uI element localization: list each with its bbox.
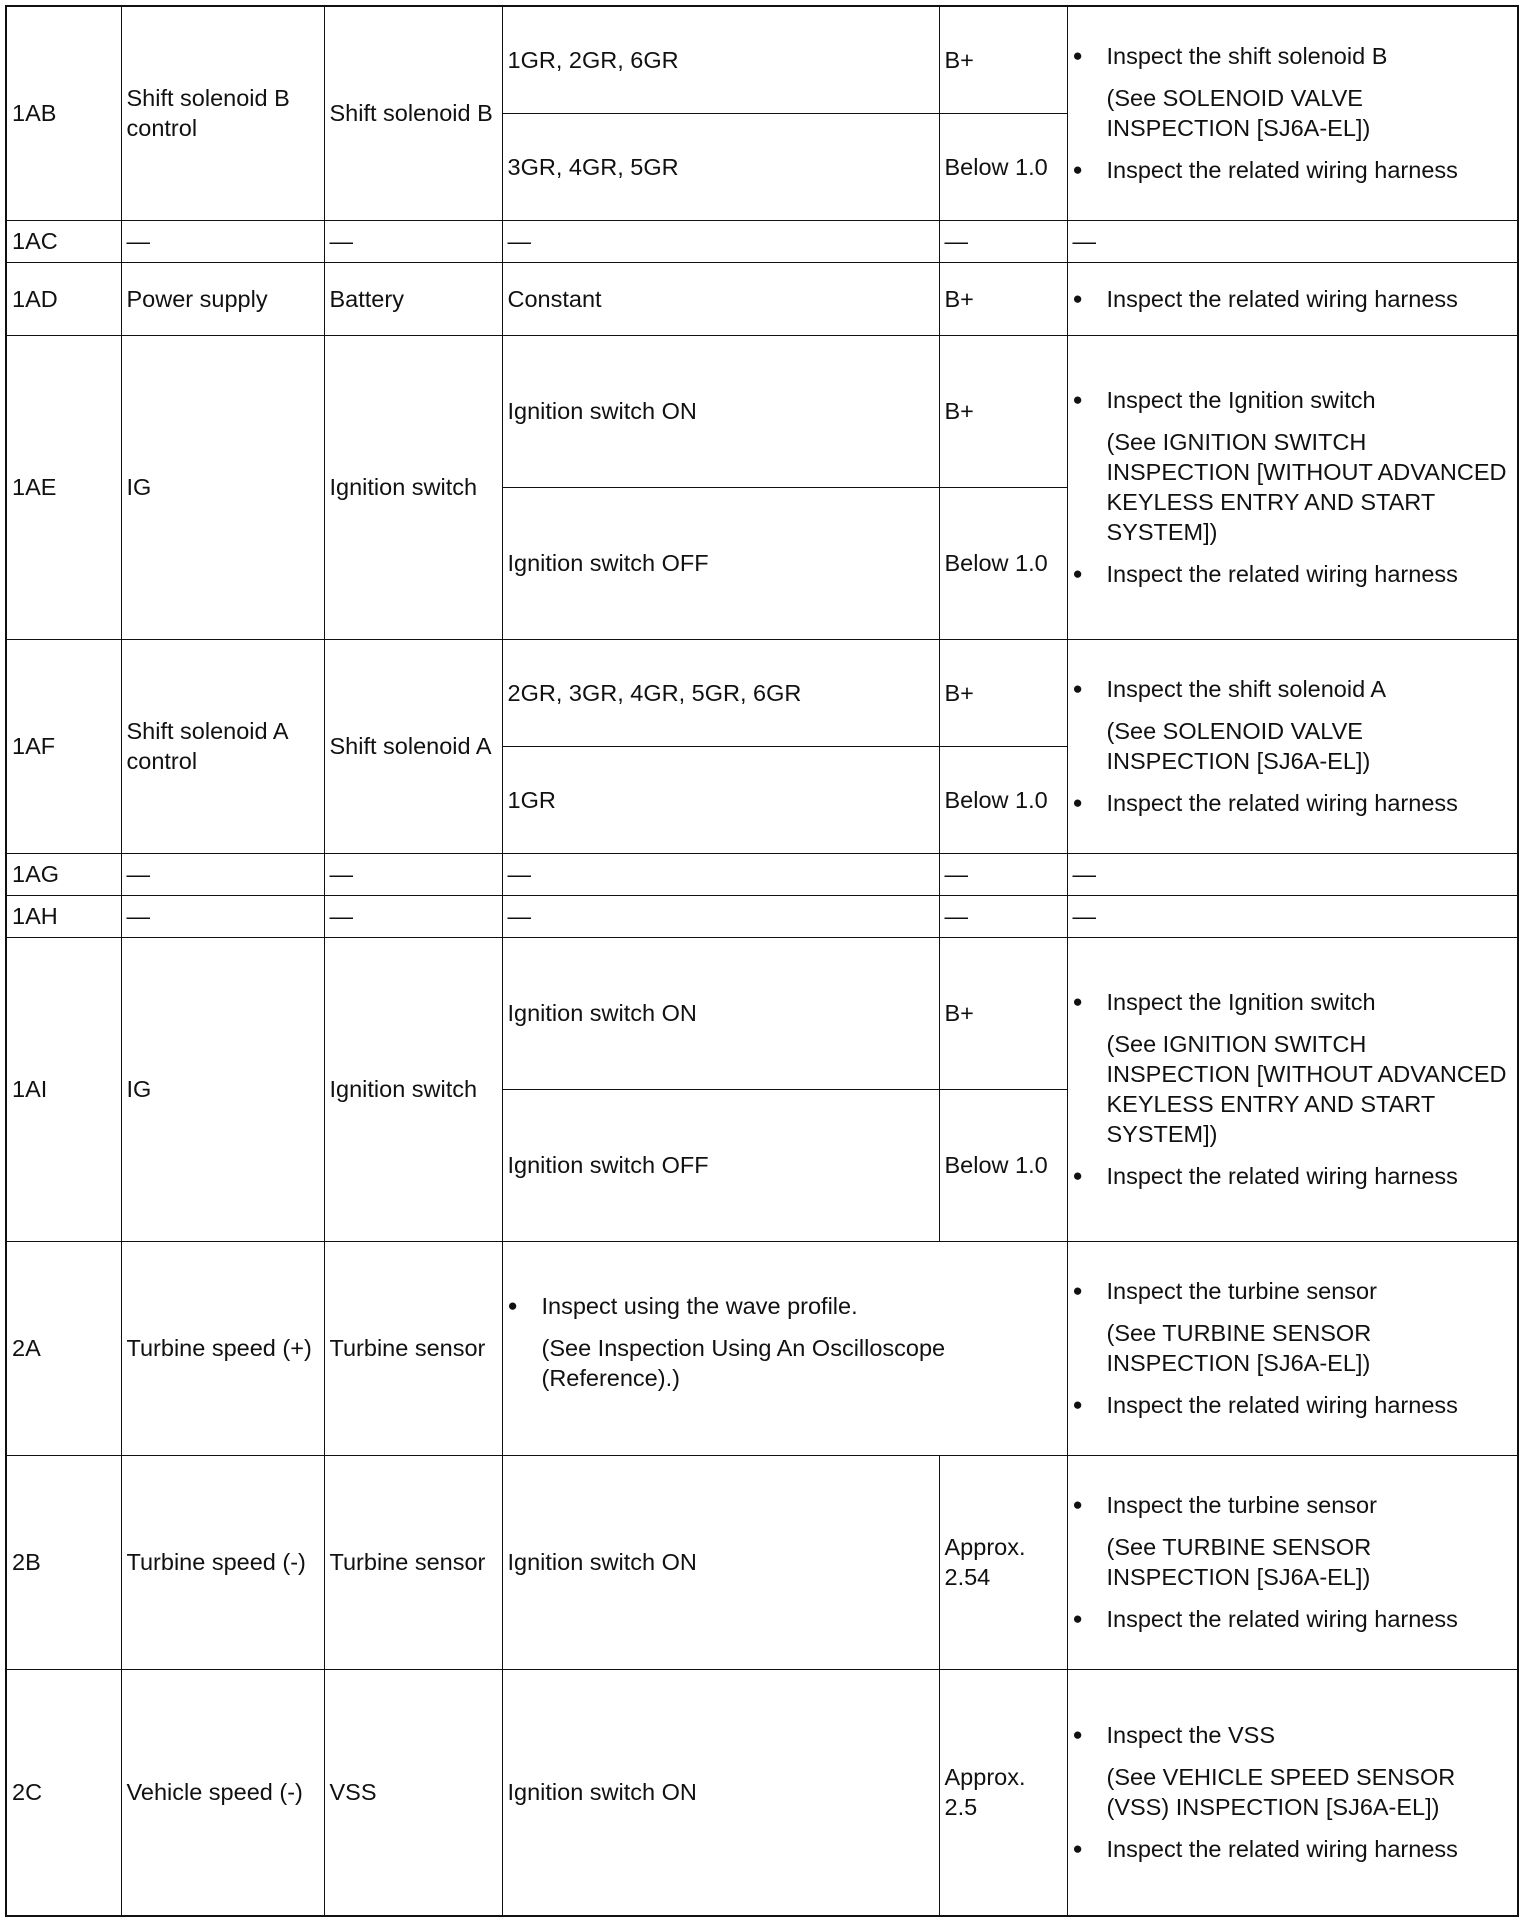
table-row <box>6 1241 1518 1455</box>
signal-cell: Vehicle speed (-) <box>121 1669 324 1916</box>
terminal-cell: 1AC <box>6 220 121 262</box>
signal-cell: — <box>121 220 324 262</box>
wave-reference: (See Inspection Using An Oscilloscope (Reference).) <box>541 1335 946 1391</box>
voltage-cell: Approx. 2.5 <box>939 1669 1067 1916</box>
voltage-cell: B+ <box>939 639 1067 746</box>
action-text: Inspect the VSS <box>1106 1722 1276 1749</box>
action-text: Inspect the related wiring harness <box>1106 561 1458 587</box>
bullet-icon: ● <box>1072 1281 1083 1300</box>
action-text: Inspect the turbine sensor <box>1106 1278 1377 1304</box>
connected-to-cell: Turbine sensor <box>324 1455 502 1669</box>
table-row <box>6 895 1518 937</box>
bullet-icon: ● <box>1072 390 1083 409</box>
action-reference: (See IGNITION SWITCH INSPECTION [WITHOUT ADVANCED KEYLESS ENTRY AND START SYSTEM]) <box>1106 1031 1507 1147</box>
signal-cell: — <box>121 895 324 937</box>
connected-to-cell: Shift solenoid B <box>324 6 502 220</box>
action-text: Inspect the related wiring harness <box>1106 1163 1458 1189</box>
action-cell <box>1067 1241 1518 1455</box>
connected-to-cell: — <box>324 895 502 937</box>
test-condition-cell: — <box>502 220 939 262</box>
wave-profile-cell <box>502 1241 1067 1455</box>
test-condition-cell: — <box>502 853 939 895</box>
test-condition-cell: 1GR, 2GR, 6GR <box>502 6 939 113</box>
signal-cell: Turbine speed (-) <box>121 1455 324 1669</box>
table-row <box>6 853 1518 895</box>
voltage-cell: Below 1.0 <box>939 113 1067 220</box>
connected-to-cell: Battery <box>324 262 502 335</box>
connected-to-cell: — <box>324 220 502 262</box>
action-text: Inspect the related wiring harness <box>1106 790 1458 816</box>
voltage-cell: — <box>939 895 1067 937</box>
signal-cell: Turbine speed (+) <box>121 1241 324 1455</box>
bullet-icon: ● <box>1072 46 1083 66</box>
voltage-cell: Below 1.0 <box>939 746 1067 853</box>
terminal-cell: 2A <box>6 1241 121 1455</box>
test-condition-cell: 2GR, 3GR, 4GR, 5GR, 6GR <box>502 639 939 746</box>
voltage-cell: B+ <box>939 262 1067 335</box>
signal-cell: Shift solenoid B control <box>121 6 324 220</box>
action-cell: — <box>1067 853 1518 895</box>
action-text: Inspect the related wiring harness <box>1106 285 1458 312</box>
signal-cell: IG <box>121 335 324 639</box>
signal-cell: IG <box>121 937 324 1241</box>
bullet-icon: ● <box>1072 992 1083 1011</box>
voltage-cell: — <box>939 220 1067 262</box>
action-cell <box>1067 262 1518 335</box>
action-text: Inspect the Ignition switch <box>1106 989 1376 1015</box>
test-condition-cell: Ignition switch OFF <box>502 487 939 639</box>
action-reference: (See TURBINE SENSOR INSPECTION [SJ6A-EL]) <box>1106 1534 1372 1590</box>
signal-cell: Shift solenoid A control <box>121 639 324 853</box>
bullet-icon: ● <box>1072 160 1083 180</box>
terminal-cell: 1AH <box>6 895 121 937</box>
action-reference: (See VEHICLE SPEED SENSOR (VSS) INSPECTION [SJ6A-EL]) <box>1106 1764 1456 1821</box>
action-reference: (See IGNITION SWITCH INSPECTION [WITHOUT ADVANCED KEYLESS ENTRY AND START SYSTEM]) <box>1106 429 1507 545</box>
action-reference: (See TURBINE SENSOR INSPECTION [SJ6A-EL]) <box>1106 1320 1372 1376</box>
table-row <box>6 937 1518 1089</box>
action-reference: (See SOLENOID VALVE INSPECTION [SJ6A-EL]) <box>1106 85 1371 142</box>
action-cell <box>1067 1455 1518 1669</box>
signal-cell: — <box>121 853 324 895</box>
terminal-cell: 2B <box>6 1455 121 1669</box>
action-cell <box>1067 937 1518 1241</box>
action-cell: — <box>1067 895 1518 937</box>
voltage-cell: B+ <box>939 335 1067 487</box>
action-reference: (See SOLENOID VALVE INSPECTION [SJ6A-EL]) <box>1106 718 1371 774</box>
test-condition-cell: Ignition switch OFF <box>502 1089 939 1241</box>
terminal-cell: 1AB <box>6 6 121 220</box>
action-text: Inspect the turbine sensor <box>1106 1492 1377 1518</box>
test-condition-cell: Ignition switch ON <box>502 1669 939 1916</box>
action-text: Inspect the related wiring harness <box>1106 157 1458 184</box>
test-condition-cell: Ignition switch ON <box>502 335 939 487</box>
voltage-cell: B+ <box>939 6 1067 113</box>
action-text: Inspect the shift solenoid B <box>1106 43 1388 70</box>
action-cell <box>1067 1669 1518 1916</box>
bullet-icon: ● <box>1072 1609 1083 1628</box>
voltage-cell: Below 1.0 <box>939 1089 1067 1241</box>
voltage-cell: Approx. 2.54 <box>939 1455 1067 1669</box>
test-condition-cell: — <box>502 895 939 937</box>
bullet-icon: ● <box>1072 1839 1083 1859</box>
test-condition-cell: Ignition switch ON <box>502 1455 939 1669</box>
connected-to-cell: Turbine sensor <box>324 1241 502 1455</box>
wave-instruction: Inspect using the wave profile. <box>541 1293 858 1319</box>
test-condition-cell: Constant <box>502 262 939 335</box>
terminal-cell: 1AI <box>6 937 121 1241</box>
connected-to-cell: VSS <box>324 1669 502 1916</box>
terminal-inspection-table <box>5 5 1519 1917</box>
table-row <box>6 335 1518 487</box>
connected-to-cell: — <box>324 853 502 895</box>
bullet-icon: ● <box>1072 679 1083 698</box>
test-condition-cell: 1GR <box>502 746 939 853</box>
test-condition-cell: 3GR, 4GR, 5GR <box>502 113 939 220</box>
table-row <box>6 262 1518 335</box>
terminal-cell: 1AE <box>6 335 121 639</box>
terminal-cell: 1AG <box>6 853 121 895</box>
connected-to-cell: Ignition switch <box>324 937 502 1241</box>
bullet-icon: ● <box>1072 564 1083 583</box>
table-row <box>6 1669 1518 1916</box>
table-row <box>6 1455 1518 1669</box>
table-row <box>6 220 1518 262</box>
voltage-cell: Below 1.0 <box>939 487 1067 639</box>
bullet-icon: ● <box>1072 1495 1083 1514</box>
voltage-cell: — <box>939 853 1067 895</box>
action-cell <box>1067 6 1518 220</box>
action-text: Inspect the related wiring harness <box>1106 1606 1458 1632</box>
terminal-cell: 2C <box>6 1669 121 1916</box>
inspection-table-page <box>5 5 1517 1905</box>
voltage-cell: B+ <box>939 937 1067 1089</box>
signal-cell: Power supply <box>121 262 324 335</box>
bullet-icon: ● <box>1072 288 1083 308</box>
bullet-icon: ● <box>507 1296 518 1315</box>
test-condition-cell: Ignition switch ON <box>502 937 939 1089</box>
action-cell: — <box>1067 220 1518 262</box>
bullet-icon: ● <box>1072 1395 1083 1414</box>
action-cell <box>1067 335 1518 639</box>
connected-to-cell: Shift solenoid A <box>324 639 502 853</box>
bullet-icon: ● <box>1072 1166 1083 1185</box>
action-cell <box>1067 639 1518 853</box>
connected-to-cell: Ignition switch <box>324 335 502 639</box>
action-text: Inspect the shift solenoid A <box>1106 676 1387 702</box>
bullet-icon: ● <box>1072 793 1083 812</box>
terminal-cell: 1AF <box>6 639 121 853</box>
action-text: Inspect the related wiring harness <box>1106 1392 1458 1418</box>
table-row <box>6 639 1518 746</box>
bullet-icon: ● <box>1072 1725 1083 1745</box>
action-text: Inspect the related wiring harness <box>1106 1836 1458 1863</box>
table-row <box>6 6 1518 113</box>
action-text: Inspect the Ignition switch <box>1106 387 1376 413</box>
terminal-cell: 1AD <box>6 262 121 335</box>
